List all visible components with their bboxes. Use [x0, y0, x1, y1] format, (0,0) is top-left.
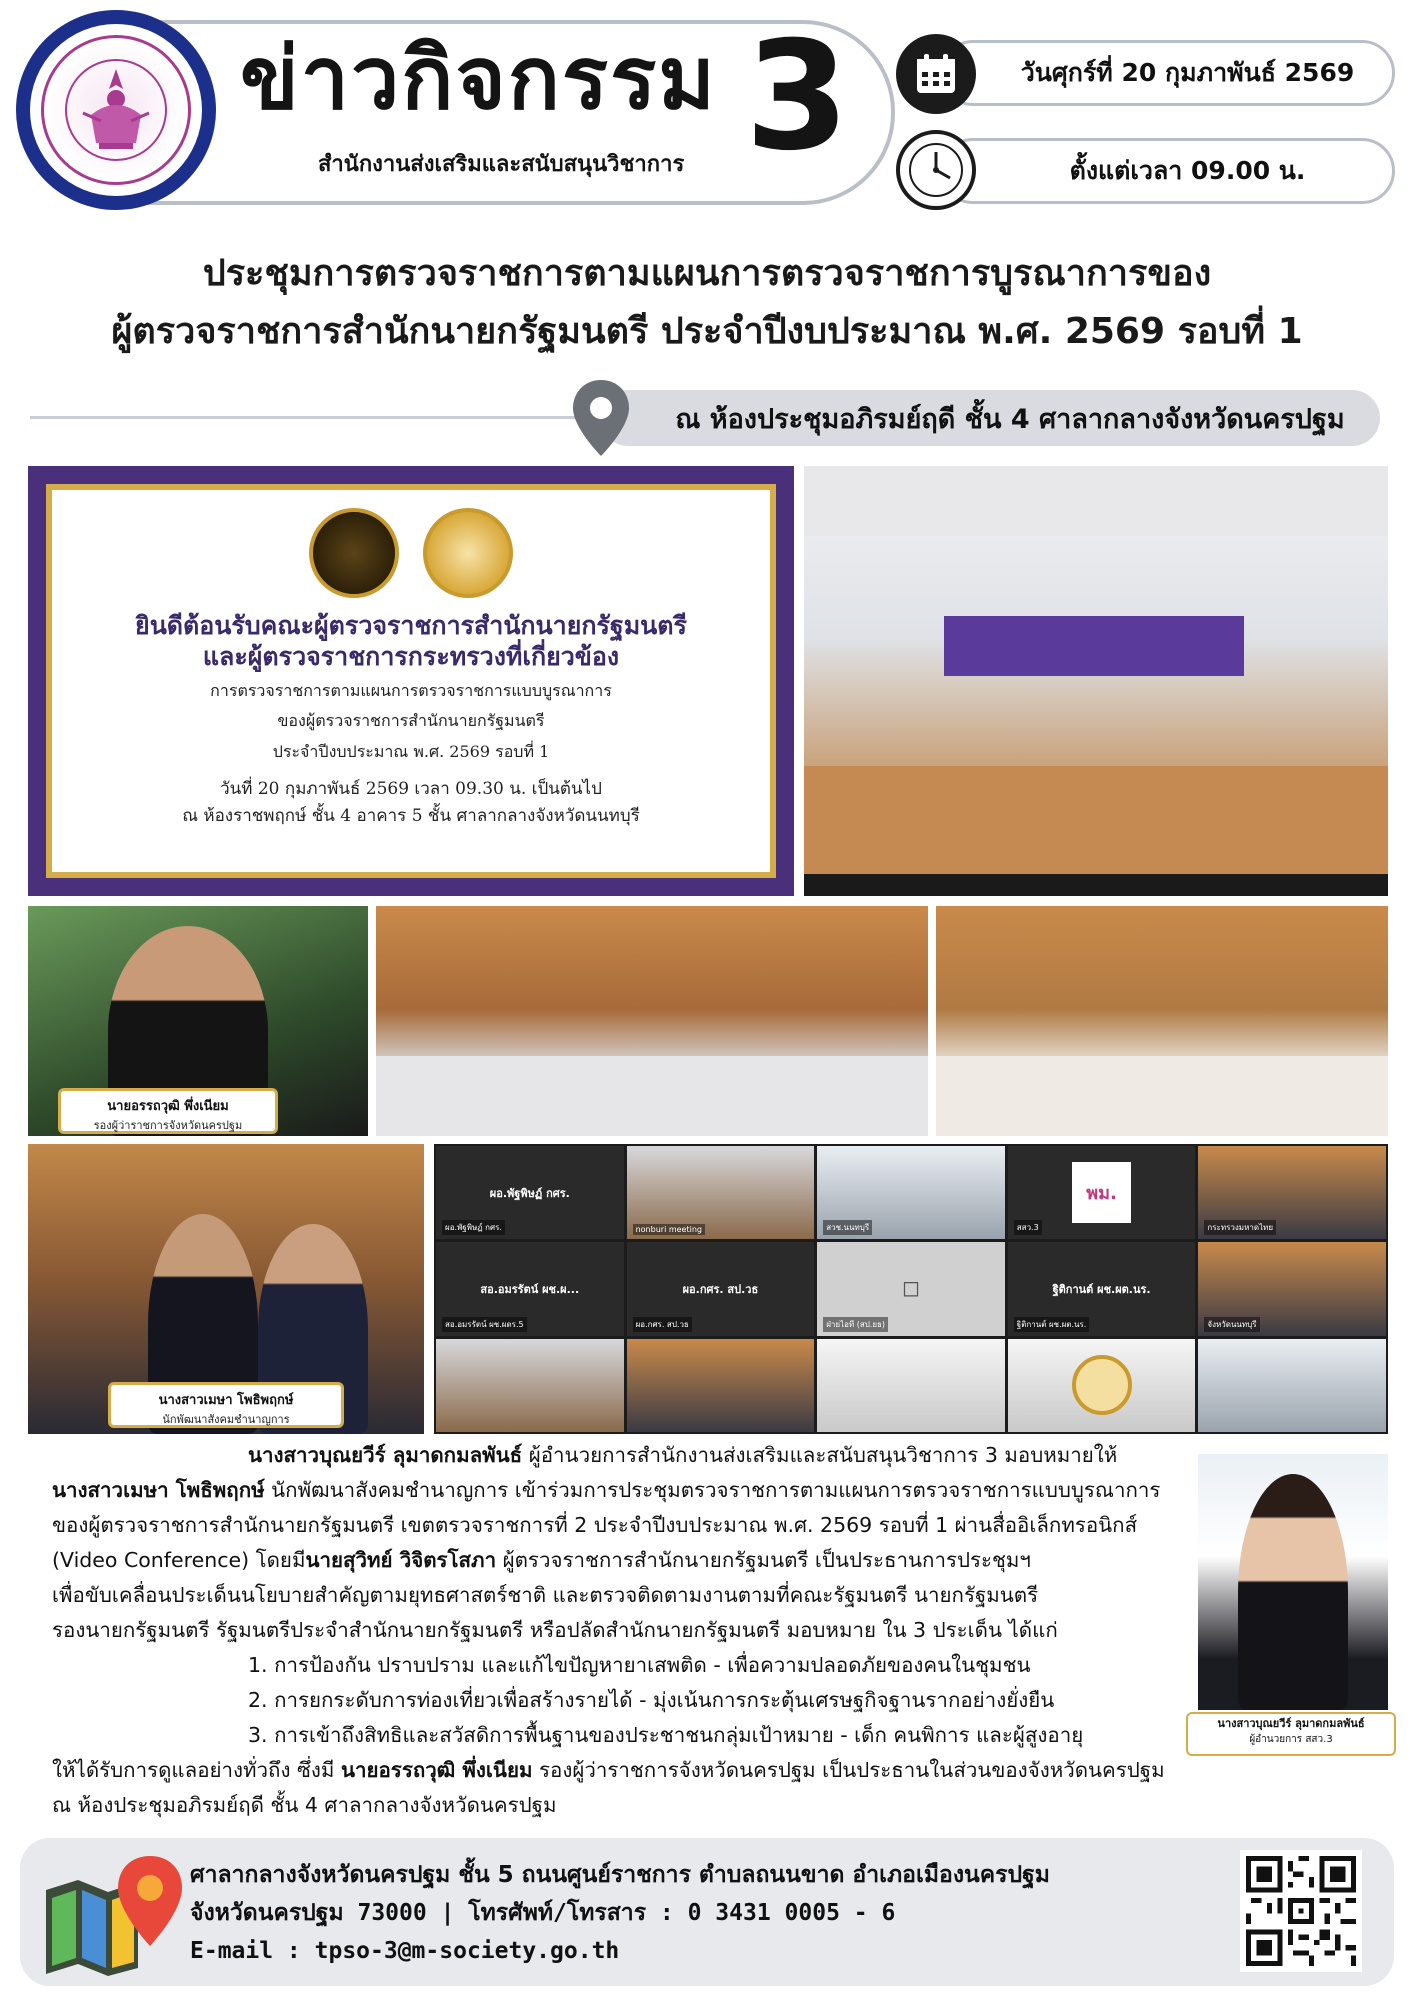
article-line: ให้ได้รับการดูแลอย่างทั่วถึง ซึ่งมี นายอรรถวุฒิ พึ่งเนียม รองผู้ว่าราชการจังหวัดนครปฐม เป็นประธานในส่วนของจังหวัดนครปฐม — [52, 1758, 1165, 1782]
clock-icon — [896, 130, 976, 210]
issue-item-1: 1. การป้องกัน ปราบปราม และแก้ไขปัญหายาเสพติด - เพื่อความปลอดภัยของคนในชุมชน — [248, 1653, 1031, 1677]
article-line: เพื่อขับเคลื่อนประเด็นนโยบายสำคัญตามยุทธศาสตร์ชาติ และตรวจติดตามงานตามที่คณะรัฐมนตรี นายกรัฐมนตรี — [52, 1583, 1039, 1607]
government-seal — [309, 508, 399, 598]
qr-pattern — [1246, 1856, 1356, 1966]
qr-code[interactable] — [1240, 1850, 1362, 1972]
article-line: ของผู้ตรวจราชการสำนักนายกรัฐมนตรี เขตตรวจราชการที่ 2 ประจำปีงบประมาณ พ.ศ. 2569 รอบที่ 1 ผ่านสื่ออิเล็กทรอนิกส์ — [52, 1513, 1138, 1537]
welcome-banner-photo — [28, 466, 794, 896]
zoom-tile — [1008, 1339, 1196, 1432]
conference-table — [804, 766, 1388, 876]
headline-line-1: ประชุมการตรวจราชการตามแผนการตรวจราชการบูรณาการของ — [202, 253, 1212, 294]
banner-heading-2: และผู้ตรวจราชการกระทรวงที่เกี่ยวข้อง — [202, 642, 620, 672]
deputy-name: นายอรรถวุฒิ พึ่งเนียม — [107, 1099, 229, 1114]
video-conference-grid — [434, 1144, 1388, 1434]
banner-date: วันที่ 20 กุมภาพันธ์ 2569 เวลา 09.30 น. เป็นต้นไป — [220, 778, 602, 799]
map-pin-icon — [38, 1850, 188, 1976]
event-time: ตั้งแต่เวลา 09.00 น. — [940, 138, 1395, 204]
article-line: นางสาวเมษา โพธิพฤกษ์ นักพัฒนาสังคมชำนาญการ เข้าร่วมการประชุมตรวจราชการตามแผนการตรวจราชการแบบบูรณาการ — [52, 1478, 1161, 1502]
issue-item-3: 3. การเข้าถึงสิทธิและสวัสดิการพื้นฐานของประชาชนกลุ่มเป้าหมาย - เด็ก คนพิการ และผู้สูงอายุ — [248, 1723, 1084, 1747]
officer-name: นางสาวเมษา โพธิพฤกษ์ — [158, 1393, 294, 1408]
agency-logo — [16, 10, 216, 210]
zoom-tile: nonburi meeting — [627, 1146, 815, 1239]
zoom-tile: ฐิติกานต์ ผช.ผต.นร. ฐิติกานต์ ผช.ผต.นร. — [1008, 1242, 1196, 1335]
zoom-tile: ผอ.พัฐพิษฏ์ กศร. ผอ.พัฐพิษฏ์ กศร. — [436, 1146, 624, 1239]
meeting-location: ณ ห้องประชุมอภิรมย์ฤดี ชั้น 4 ศาลากลางจังหวัดนครปฐม — [600, 390, 1380, 446]
footer-email: E-mail : tpso-3@m-society.go.th — [190, 1938, 620, 1964]
zoom-tile — [817, 1339, 1005, 1432]
director-caption — [1186, 1712, 1396, 1756]
footer-contact — [190, 1856, 1050, 1970]
zoom-tile — [627, 1339, 815, 1432]
director-role: ผู้อำนวยการ สสว.3 — [1249, 1734, 1333, 1745]
banner-line-3: ประจำปีงบประมาณ พ.ศ. 2569 รอบที่ 1 — [272, 742, 550, 762]
article-line: รองนายกรัฐมนตรี รัฐมนตรีประจำสำนักนายกรัฐมนตรี หรือปลัดสำนักนายกรัฐมนตรี มอบหมาย ใน 3 ประเด็น ได้แก่ — [52, 1618, 1058, 1642]
issue-item-2: 2. การยกระดับการท่องเที่ยวเพื่อสร้างรายได้ - มุ่งเน้นการกระตุ้นเศรษฐกิจฐานรากอย่างยั่งยืน — [248, 1688, 1055, 1712]
video-call-toolbar — [804, 874, 1388, 896]
footer-address-2: จังหวัดนครปฐม 73000 | โทรศัพท์/โทรสาร : 0 3431 0005 - 6 — [190, 1900, 896, 1926]
zoom-tile: สวช.นนทบุรี — [817, 1146, 1005, 1239]
meeting-backdrop — [944, 616, 1244, 676]
deputy-caption — [58, 1088, 278, 1134]
article-line: ณ ห้องประชุมอภิรมย์ฤดี ชั้น 4 ศาลากลางจังหวัดนครปฐม — [52, 1793, 557, 1817]
director-name: นางสาวบุณยวีร์ ลุมาดกมลพันธ์ — [1217, 1717, 1365, 1730]
banner-venue: ณ ห้องราชพฤกษ์ ชั้น 4 อาคาร 5 ชั้น ศาลากลางจังหวัดนนทบุรี — [182, 806, 640, 827]
newsletter-title: ข่าวกิจกรรม — [240, 29, 717, 129]
meeting-participants-photo-1 — [376, 906, 928, 1136]
zoom-tile: สอ.อมรรัตน์ ผช.ผ... สอ.อมรรัตน์ ผช.ผดร.5 — [436, 1242, 624, 1335]
officer-caption — [108, 1382, 344, 1428]
location-pin-icon — [570, 378, 632, 458]
article-line: (Video Conference) โดยมีนายสุวิทย์ วิจิตรโสภา ผู้ตรวจราชการสำนักนายกรัฐมนตรี เป็นประธานการประชุมฯ — [52, 1548, 1031, 1572]
banner-line-2: ของผู้ตรวจราชการสำนักนายกรัฐมนตรี — [277, 711, 545, 731]
calendar-icon — [896, 34, 976, 114]
zoom-tile — [436, 1339, 624, 1432]
zoom-tile: พม. สสว.3 — [1008, 1146, 1196, 1239]
footer-address-1: ศาลากลางจังหวัดนครปฐม ชั้น 5 ถนนศูนย์ราชการ ตำบลถนนขาด อำเภอเมืองนครปฐม — [190, 1862, 1050, 1888]
zoom-tile: ผอ.กศร. สป.วธ ผอ.กศร. สป.วธ — [627, 1242, 815, 1335]
divider-line — [30, 416, 590, 419]
headline-line-2: ผู้ตรวจราชการสำนักนายกรัฐมนตรี ประจำปีงบประมาณ พ.ศ. 2569 รอบที่ 1 — [111, 311, 1303, 352]
office-name: สำนักงานส่งเสริมและสนับสนุนวิชาการ — [318, 152, 685, 177]
meeting-participants-photo-2 — [936, 906, 1388, 1136]
office-number: 3 — [745, 10, 850, 184]
deputy-role: รองผู้ว่าราชการจังหวัดนครปฐม — [93, 1119, 243, 1132]
zoom-tile: กระทรวงมหาดไทย — [1198, 1146, 1386, 1239]
banner-line-1: การตรวจราชการตามแผนการตรวจราชการแบบบูรณาการ — [210, 680, 612, 700]
officer-role: นักพัฒนาสังคมชำนาญการ — [162, 1413, 290, 1426]
zoom-tile: ◻ ฝ่ายไอที (สป.ยธ) — [817, 1242, 1005, 1335]
zoom-tile — [1198, 1339, 1386, 1432]
contact-footer — [20, 1838, 1394, 1986]
event-date: วันศุกร์ที่ 20 กุมภาพันธ์ 2569 — [940, 40, 1395, 106]
video-call-top-strip — [804, 466, 1388, 536]
zoom-tile: จังหวัดนนทบุรี — [1198, 1242, 1386, 1335]
banner-heading-1: ยินดีต้อนรับคณะผู้ตรวจราชการสำนักนายกรัฐมนตรี — [135, 611, 687, 640]
deity-emblem-icon — [61, 55, 171, 165]
camera-off-icon: ◻ — [901, 1276, 921, 1302]
meeting-room-photo — [804, 466, 1388, 896]
province-seal — [1072, 1355, 1132, 1415]
article-line: นางสาวบุณยวีร์ ลุมาดกมลพันธ์ ผู้อำนวยการสำนักงานส่งเสริมและสนับสนุนวิชาการ 3 มอบหมายให้ — [248, 1443, 1118, 1467]
article-body — [52, 1438, 1392, 1823]
director-photo — [1198, 1454, 1388, 1710]
province-seal — [423, 508, 513, 598]
